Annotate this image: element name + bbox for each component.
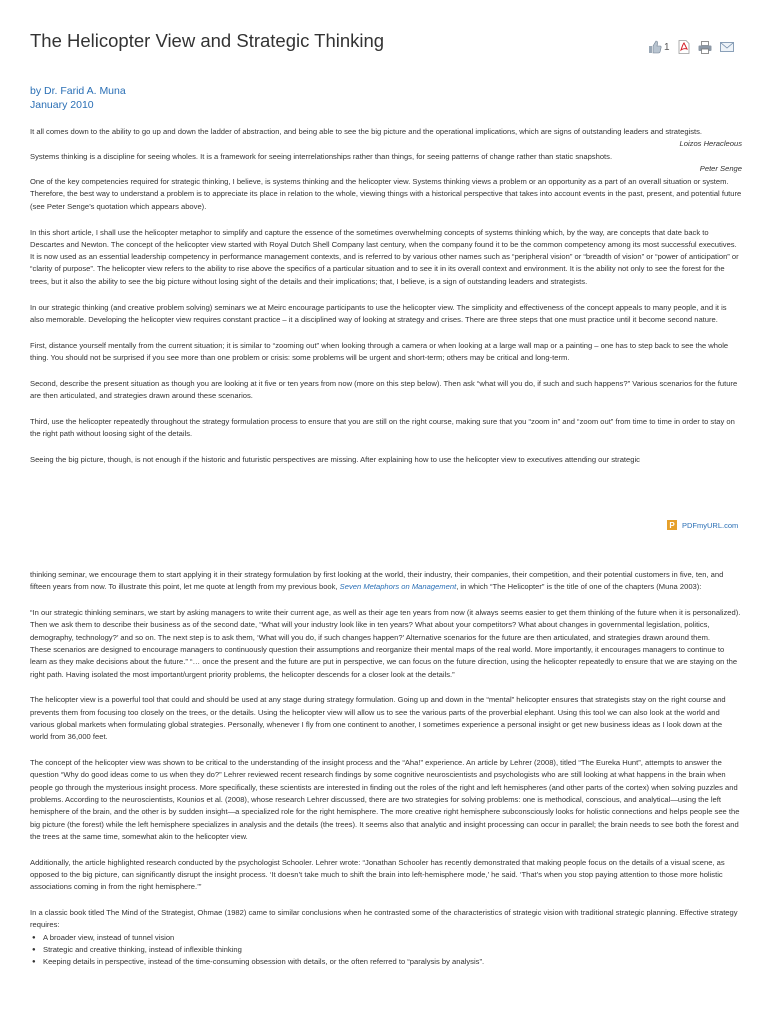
pdfmyurl-label: PDFmyURL.com (682, 520, 739, 530)
paragraph: Seeing the big picture, though, is not enough if the historic and futuristic perspectives are missing. After explaining how to use the helicopter view to executives attending our strategic (30, 454, 640, 464)
strategy-list (30, 932, 742, 969)
byline (30, 84, 126, 112)
paragraph: The helicopter view is a powerful tool that could and should be used at any stage during strategy formulation. Going up and down in the “mental” helicopter ensures that strategists stay on the right course and prevents them from focusing too closely on the trees, or the details. Using the helicopter view will allow us to see the various parts of the proverbial elephant. Using this tool we can also look at the world and various global markets when formulating global strategies. Personally, whenever I fly from one continent to another, I sometimes experience a personal insight or get new business ideas as I look down at the world from 36,000 feet. (30, 695, 726, 742)
list-item: ● A broader view, instead of tunnel vision (43, 932, 742, 944)
paragraph: First, distance yourself mentally from the current situation; it is similar to “zooming out” when looking through a camera or when looking at a large wall map or a painting – one has to step back to see the whole thing. You should not be surprised if you see more than one problem or crisis: some problems will be urgent and short-term; others may be critical and long-term. (30, 340, 729, 362)
paragraph: In our strategic thinking (and creative problem solving) seminars we at Meirc encourage participants to use the helicopter view. The simplicity and effectiveness of the concept appeals to many people, and it is also memorable. Developing the helicopter view requires constant practice – it a disciplined way of looking at strategy and crises. There are three steps that one must practice until it become second nature. (30, 302, 727, 324)
paragraph: In this short article, I shall use the helicopter metaphor to simplify and capture the essence of the sometimes overwhelming concepts of systems thinking which, by the way, are concepts that date back to Descartes and Newton. The concept of the helicopter view started with Royal Dutch Shell Company last century, when the company found it to be the common competency among its most successful executives. It is now used as an essential leadership competency in performance management contexts, and is referred to by various other names such as “peripheral vision” or “breadth of vision” or “power of anticipation” or “clarity of purpose”. The helicopter view refers to the ability to rise above the specifics of a particular situation and to see it in its overall context and environment. It is the ability not only to see the forest for the trees, but it also the ability to see the big picture without losing sight of the details and their implications; that, I believe, is a sign of outstanding leaders and strategists. (30, 227, 739, 286)
thumbs-up-icon (648, 40, 662, 54)
like-button[interactable] (648, 40, 670, 54)
author: by Dr. Farid A. Muna (30, 85, 126, 97)
paragraph: In a classic book titled The Mind of the Strategist, Ohmae (1982) came to similar conclusions when he contrasted some of the characteristics of strategic vision with traditional strategic planning. Effective strategy requires: (30, 908, 738, 930)
article-body-page-1 (30, 126, 742, 466)
pdf-icon (678, 40, 690, 54)
pdf-button[interactable] (678, 40, 690, 54)
pdfmyurl-logo-icon: P (667, 520, 677, 530)
quote-text: It all comes down to the ability to go up and down the ladder of abstraction, and being able to see the big picture and the operational implications, which are signs of outstanding leaders and strategists. (30, 127, 703, 136)
page-title: The Helicopter View and Strategic Thinking (30, 30, 385, 51)
quote-attribution: Peter Senge (699, 163, 742, 173)
list-item: ● Keeping details in perspective, instead of the time-consuming obsession with details, or the often referred to “paralysis by analysis”. (43, 956, 742, 968)
pdf-page-2 (0, 555, 768, 1024)
paragraph: The concept of the helicopter view was shown to be critical to the understanding of the insight process and the “Aha!” experience. An article by Lehrer (2008), titled “The Eureka Hunt”, attempts to answer the question “Why do good ideas come to us when they do?” Lehrer reviewed recent research findings by some cognitive neuroscientists and psychologists who are still looking at what happens in the brain when people go through the mysterious insight process. More specifically, these scientists are interested in finding out the roles of the right and left hemispheres (and other parts of the cortex) when solving puzzles and problems. According to the neuroscientists, Kounios et al. (2008), whose research Lehrer discussed, there are two strategies for solving problems: one is methodical, conscious, and analytical—using the left hemisphere of the brain, and the other is by sudden insight—a specialized role for the right hemisphere. The more creative right hemisphere subconsciously looks for holistic connections and helps people see the big picture (the forest) while the left hemisphere specializes in analysis and the details (the trees). It seems also that analytic and insight processing can occur in parallel; the brain needs to see both the forest and the trees at the same time, somewhat akin to the helicopter view. (30, 758, 740, 841)
list-item: ● Strategic and creative thinking, instead of inflexible thinking (43, 944, 742, 956)
print-button[interactable] (698, 41, 712, 54)
paragraph: One of the key competencies required for strategic thinking, I believe, is systems thinking and the helicopter view. Systems thinking views a problem or an opportunity as a part of an overall situation or system. Therefore, the best way to understand a problem is to appreciate its place in relation to the whole, viewing things with a historical perspective that takes into account events in the past, present, and potential future (see Peter Senge’s quotation which appears above). (30, 177, 742, 211)
date: January 2010 (30, 99, 94, 111)
paragraph-text: , in which “The Helicopter” is the title of one of the chapters (Muna 2003): (456, 582, 702, 592)
like-count: 1 (664, 41, 670, 53)
paragraph (30, 569, 742, 594)
quote-text: Systems thinking is a discipline for seeing wholes. It is a framework for seeing interrelationships rather than things, for seeing patterns of change rather than static snapshots. (30, 151, 613, 161)
article-toolbar (648, 38, 734, 56)
block-quote: “In our strategic thinking seminars, we start by asking managers to write their current age, as well as their age ten years from now (it always seems easier to get them thinking of the future when it is personalized). Then we ask them to describe their business as of the second date, “What will your industry look like in ten years? What about your competitors? What about changes in governmental legislation, politics, demography, technology?’ and so on. The next step is to ask them, ‘What will you do, if such changes happen?’ Alternative scenarios for the future are then articulated, and strategies drawn around them. (30, 608, 741, 642)
article-body-page-2 (30, 569, 742, 969)
paragraph: Second, describe the present situation as though you are looking at it five or ten years from now (more on this step below). Then ask “what will you do, if such and such happens?” Various scenarios for the future are then articulated, and strategies drawn around these scenarios. (30, 378, 738, 401)
paragraph: Third, use the helicopter repeatedly throughout the strategy formulation process to ensure that you are still on the right course, making sure that you “zoom in” and “zoom out” from time to time in order to stay on the right path without loosing sight of the details. (30, 416, 735, 439)
pdfmyurl-link[interactable] (667, 520, 738, 530)
print-icon (698, 41, 712, 54)
email-icon (720, 42, 734, 52)
book-link[interactable]: Seven Metaphors on Management (339, 582, 457, 592)
block-quote: These scenarios are designed to encourage managers to continuously question their assumptions and reorganize their mental maps of the real world. More importantly, it encourages managers to continue to learn as they make decisions about the future.” “… once the present and the future are put in perspective, we can focus on the future direction, using the helicopter repeatedly to ensure that we are staying on the right path. Having isolated the most important/urgent priority problems, the helicopter descends for a closer look at the details.” (30, 644, 738, 679)
paragraph: Additionally, the article highlighted research conducted by the psychologist Schooler. Lehrer wrote: “Jonathan Schooler has recently demonstrated that making people focus on the details of a visual scene, as opposed to the big picture, can significantly disrupt the insight process. ‘It doesn’t take much to shift the brain into left-hemisphere mode,’ he said. ‘That’s when you stop paying attention to those more holistic associations coming in from the right hemisphere.’” (30, 857, 725, 892)
quote-attribution: Loizos Heracleous (679, 139, 742, 149)
paragraph-text: thinking seminar, we encourage them to start applying it in their strategy formulation by first looking at the world, their industry, their companies, their competition, and their potential customers in five, ten, and fifteen years from now. To illustrate this point, let me quote at length from my previous book, (30, 570, 724, 592)
email-button[interactable] (720, 42, 734, 52)
